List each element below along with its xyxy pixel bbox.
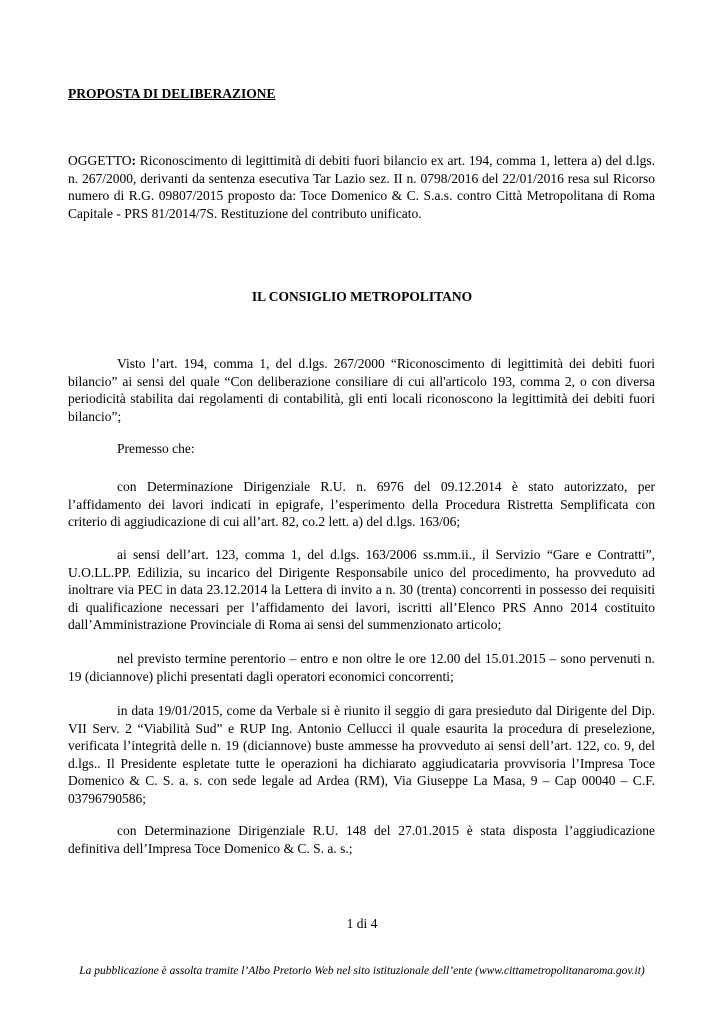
publication-footer: La pubblicazione è assolta tramite l’Albo Pretorio Web nel sito istituzionale dell’ente (www.cittametropolitanaroma.gov.it)	[79, 965, 645, 977]
paragraph-art-123: ai sensi dell’art. 123, comma 1, del d.lgs. 163/2006 ss.mm.ii., il Servizio “Gare e Contratti”, U.O.LL.PP. Edilizia, su incarico del Dirigente Responsabile unico del procedimento, ha provveduto ad inoltrare via PEC in data 23.12.2014 la Lettera di invito a n. 30 (trenta) concorrenti in possesso dei requisiti di qualificazione necessari per l’affidamento dei lavori, iscritti all’Elenco PRS Anno 2014 costituito dall’Amministrazione Provinciale di Roma ai sensi del summenzionato articolo;	[68, 547, 655, 633]
proposal-heading: PROPOSTA DI DELIBERAZIONE	[68, 86, 276, 101]
subject-block	[68, 152, 655, 222]
paragraph-termine: nel previsto termine perentorio – entro e non oltre le ore 12.00 del 15.01.2015 – sono pervenuti n. 19 (diciannove) plichi presentati dagli operatori economici concorrenti;	[68, 651, 655, 684]
subject-label: OGGETTO	[68, 153, 132, 168]
paragraph-determinazione-6976: con Determinazione Dirigenziale R.U. n. 6976 del 09.12.2014 è stato autorizzato, per l’affidamento dei lavori indicati in epigrafe, l’esperimento della Procedura Ristretta Semplificata con criterio di aggiudicazione di cui all’art. 82, co.2 lett. a) del d.lgs. 163/06;	[68, 479, 655, 530]
subject-colon: :	[131, 153, 136, 168]
council-heading: IL CONSIGLIO METROPOLITANO	[251, 289, 473, 304]
paragraph-premesso: Premesso che:	[117, 441, 195, 456]
subject-text: Riconoscimento di legittimità di debiti fuori bilancio ex art. 194, comma 1, lettera a) del d.lgs. n. 267/2000, derivanti da sentenza esecutiva Tar Lazio sez. II n. 0798/2016 del 22/01/2016 resa sul Ricorso numero di R.G. 09807/2015 proposto da: Toce Domenico & C. S.a.s. contro Città Metropolitana di Roma Capitale - PRS 81/2014/7S. Restituzione del contributo unificato.	[68, 153, 655, 221]
paragraph-visto: Visto l’art. 194, comma 1, del d.lgs. 267/2000 “Riconoscimento di legittimità dei debiti fuori bilancio” ai sensi del quale “Con deliberazione consiliare di cui all'articolo 193, comma 2, o con diversa periodicità stabilita dai regolamenti di contabilità, gli enti locali riconoscono la legittimità dei debiti fuori bilancio”;	[68, 356, 655, 424]
page-number: 1 di 4	[346, 916, 378, 931]
paragraph-determinazione-148: con Determinazione Dirigenziale R.U. 148 del 27.01.2015 è stata disposta l’aggiudicazione definitiva dell’Impresa Toce Domenico & C. S. a. s.;	[68, 823, 655, 856]
paragraph-verbale: in data 19/01/2015, come da Verbale si è riunito il seggio di gara presieduto dal Dirigente del Dip. VII Serv. 2 “Viabilità Sud” e RUP Ing. Antonio Cellucci il quale esaurita la procedura di preselezione, verificata l’integrità delle n. 19 (diciannove) buste ammesse ha provveduto ai sensi dell’art. 122, co. 9, del d.lgs.. Il Presidente espletate tutte le operazioni ha dichiarato aggiudicataria provvisoria l’Impresa Toce Domenico & C. S. a. s. con sede legale ad Ardea (RM), Via Giuseppe La Masa, 9 – Cap 00040 – C.F. 03796790586;	[68, 703, 655, 806]
